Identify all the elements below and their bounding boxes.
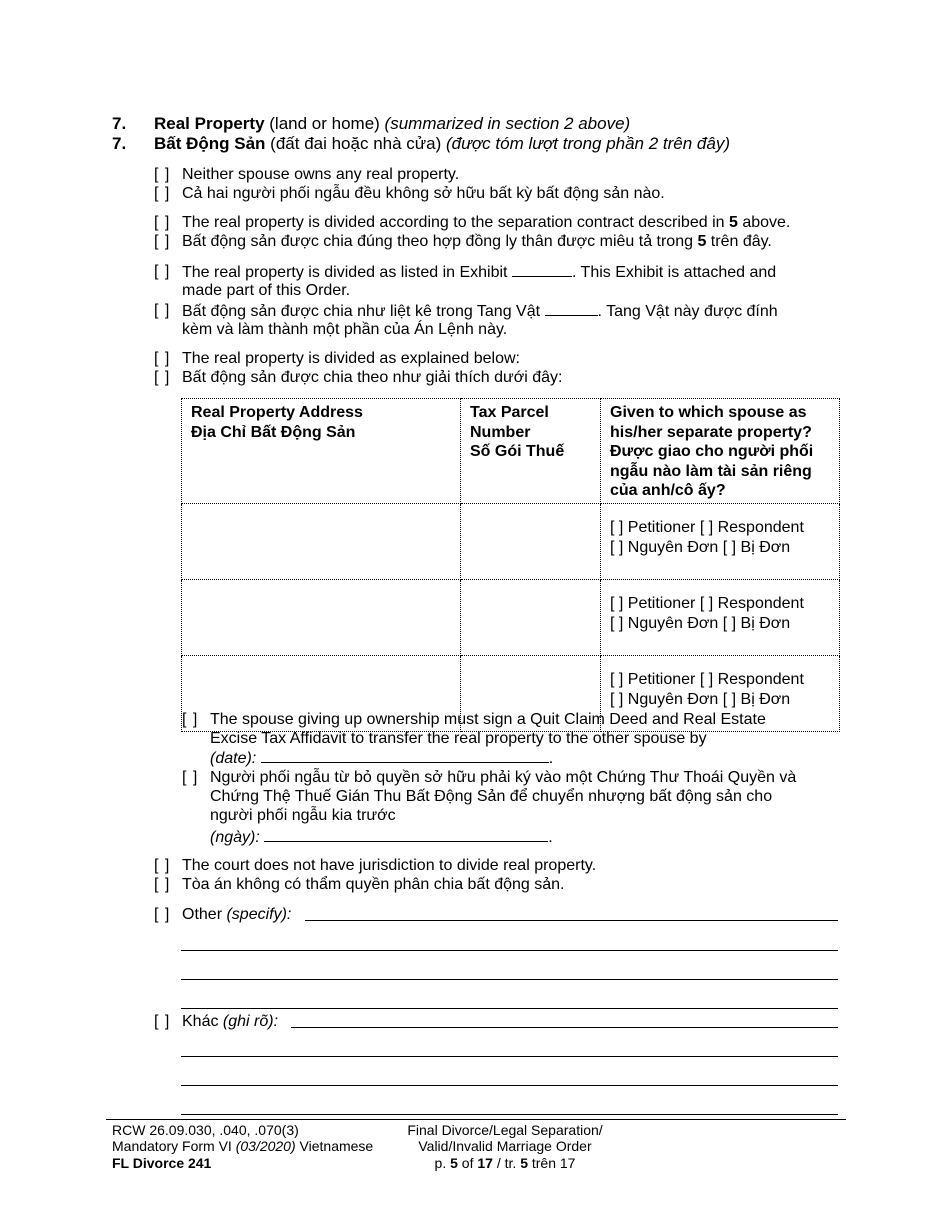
jurisdiction-label-vi: Tòa án không có thẩm quyền phân chia bất động sản. (182, 876, 565, 893)
other-line[interactable] (181, 979, 838, 980)
below-checkbox[interactable]: [ ] (154, 350, 171, 367)
jurisdiction-checkbox[interactable]: [ ] (154, 857, 171, 874)
quitclaim-vi-1: Người phối ngẫu từ bỏ quyền sở hữu phải ký vào một Chứng Thư Thoái Quyền và (210, 769, 797, 786)
quitclaim-checkbox-vi[interactable]: [ ] (182, 769, 199, 786)
quitclaim-vi-3: người phối ngẫu kia trước (210, 807, 396, 824)
footer-form: Mandatory Form VI (03/2020) Vietnamese (112, 1138, 374, 1154)
real-property-table (181, 398, 840, 732)
date-blank[interactable] (261, 748, 549, 763)
jurisdiction-checkbox-vi[interactable]: [ ] (154, 876, 171, 893)
section-number-vi: 7. (112, 134, 127, 153)
exhibit-blank[interactable] (512, 262, 572, 277)
header-parcel: Tax Parcel Number Số Gói Thuế (461, 399, 601, 504)
contract-checkbox[interactable]: [ ] (154, 214, 171, 231)
other-checkbox-vi[interactable]: [ ] (154, 1013, 171, 1030)
quitclaim-date-vi: (ngày): . (210, 829, 553, 846)
other-label-vi: Khác (ghi rõ): (182, 1013, 279, 1030)
parcel-cell[interactable] (461, 504, 601, 580)
exhibit-blank-vi[interactable] (545, 301, 598, 316)
footer-title-1: Final Divorce/Legal Separation/ (407, 1122, 603, 1138)
jurisdiction-label-en: The court does not have jurisdiction to divide real property. (182, 857, 597, 874)
table-row (182, 504, 840, 580)
section-title-vi: Bất Động Sản (đất đai hoặc nhà cửa) (được tóm lượt trong phần 2 trên đây) (154, 134, 731, 153)
spouse-cell[interactable]: [ ] Petitioner [ ] Respondent [ ] Nguyên Đơn [ ] Bị Đơn (601, 580, 840, 656)
other-line-vi[interactable] (181, 1056, 838, 1057)
contract-label-en: The real property is divided according to the separation contract described in 5 above. (182, 214, 791, 231)
quitclaim-en-2: Excise Tax Affidavit to transfer the real property to the other spouse by (210, 730, 707, 747)
neither-checkbox-vi[interactable]: [ ] (154, 185, 171, 202)
exhibit-label-en: The real property is divided as listed in Exhibit . This Exhibit is attached and (182, 264, 777, 281)
exhibit-checkbox[interactable]: [ ] (154, 263, 171, 280)
table-header-row (182, 399, 840, 504)
below-label-en: The real property is divided as explained below: (182, 350, 520, 367)
other-label-en: Other (specify): (182, 906, 292, 923)
contract-checkbox-vi[interactable]: [ ] (154, 233, 171, 250)
section-title-en: Real Property (land or home) (summarized in section 2 above) (154, 114, 631, 133)
other-checkbox[interactable]: [ ] (154, 906, 171, 923)
contract-label-vi: Bất động sản được chia đúng theo hợp đồng ly thân được miêu tả trong 5 trên đây. (182, 233, 772, 250)
below-checkbox-vi[interactable]: [ ] (154, 369, 171, 386)
below-label-vi: Bất động sản được chia theo như giải thích dưới đây: (182, 369, 563, 386)
quitclaim-en-1: The spouse giving up ownership must sign a Quit Claim Deed and Real Estate (210, 711, 766, 728)
quitclaim-checkbox[interactable]: [ ] (182, 711, 199, 728)
neither-label-vi: Cả hai người phối ngẫu đều không sở hữu bất kỳ bất động sản nào. (182, 185, 665, 202)
other-line[interactable] (305, 920, 838, 921)
other-line-vi[interactable] (291, 1027, 838, 1028)
quitclaim-date-en: (date): . (210, 750, 554, 767)
neither-label-en: Neither spouse owns any real property. (182, 166, 460, 183)
address-cell[interactable] (182, 504, 461, 580)
header-address: Real Property Address Địa Chỉ Bất Động Sản (182, 399, 461, 504)
neither-checkbox[interactable]: [ ] (154, 166, 171, 183)
exhibit-label-vi: Bất động sản được chia như liệt kê trong Tang Vật . Tang Vật này được đính (182, 303, 778, 320)
footer-title-2: Valid/Invalid Marriage Order (418, 1138, 592, 1154)
exhibit-label-en-cont: made part of this Order. (182, 282, 351, 299)
table-row (182, 580, 840, 656)
address-cell[interactable] (182, 580, 461, 656)
exhibit-checkbox-vi[interactable]: [ ] (154, 302, 171, 319)
footer-rcw: RCW 26.09.030, .040, .070(3) (112, 1122, 299, 1138)
quitclaim-vi-2: Chứng Thệ Thuế Gián Thu Bất Động Sản để chuyển nhượng bất động sản cho (210, 788, 773, 805)
header-spouse: Given to which spouse as his/her separate property? Được giao cho người phối ngẫu nào làm tài sản riêng của anh/cô ấy? (601, 399, 840, 504)
other-line[interactable] (181, 950, 838, 951)
section-number: 7. (112, 114, 127, 133)
other-line[interactable] (181, 1008, 838, 1009)
other-line-vi[interactable] (181, 1114, 838, 1115)
spouse-cell[interactable]: [ ] Petitioner [ ] Respondent [ ] Nguyên Đơn [ ] Bị Đơn (601, 504, 840, 580)
footer-page: p. 5 of 17 / tr. 5 trên 17 (434, 1155, 576, 1171)
footer-code: FL Divorce 241 (112, 1155, 212, 1171)
other-line-vi[interactable] (181, 1085, 838, 1086)
parcel-cell[interactable] (461, 580, 601, 656)
date-blank-vi[interactable] (264, 827, 548, 842)
spouse-cell[interactable]: [ ] Petitioner [ ] Respondent [ ] Nguyên Đơn [ ] Bị Đơn (601, 656, 840, 732)
footer-divider (106, 1119, 846, 1120)
exhibit-label-vi-cont: kèm và làm thành một phần của Án Lệnh này. (182, 321, 508, 338)
